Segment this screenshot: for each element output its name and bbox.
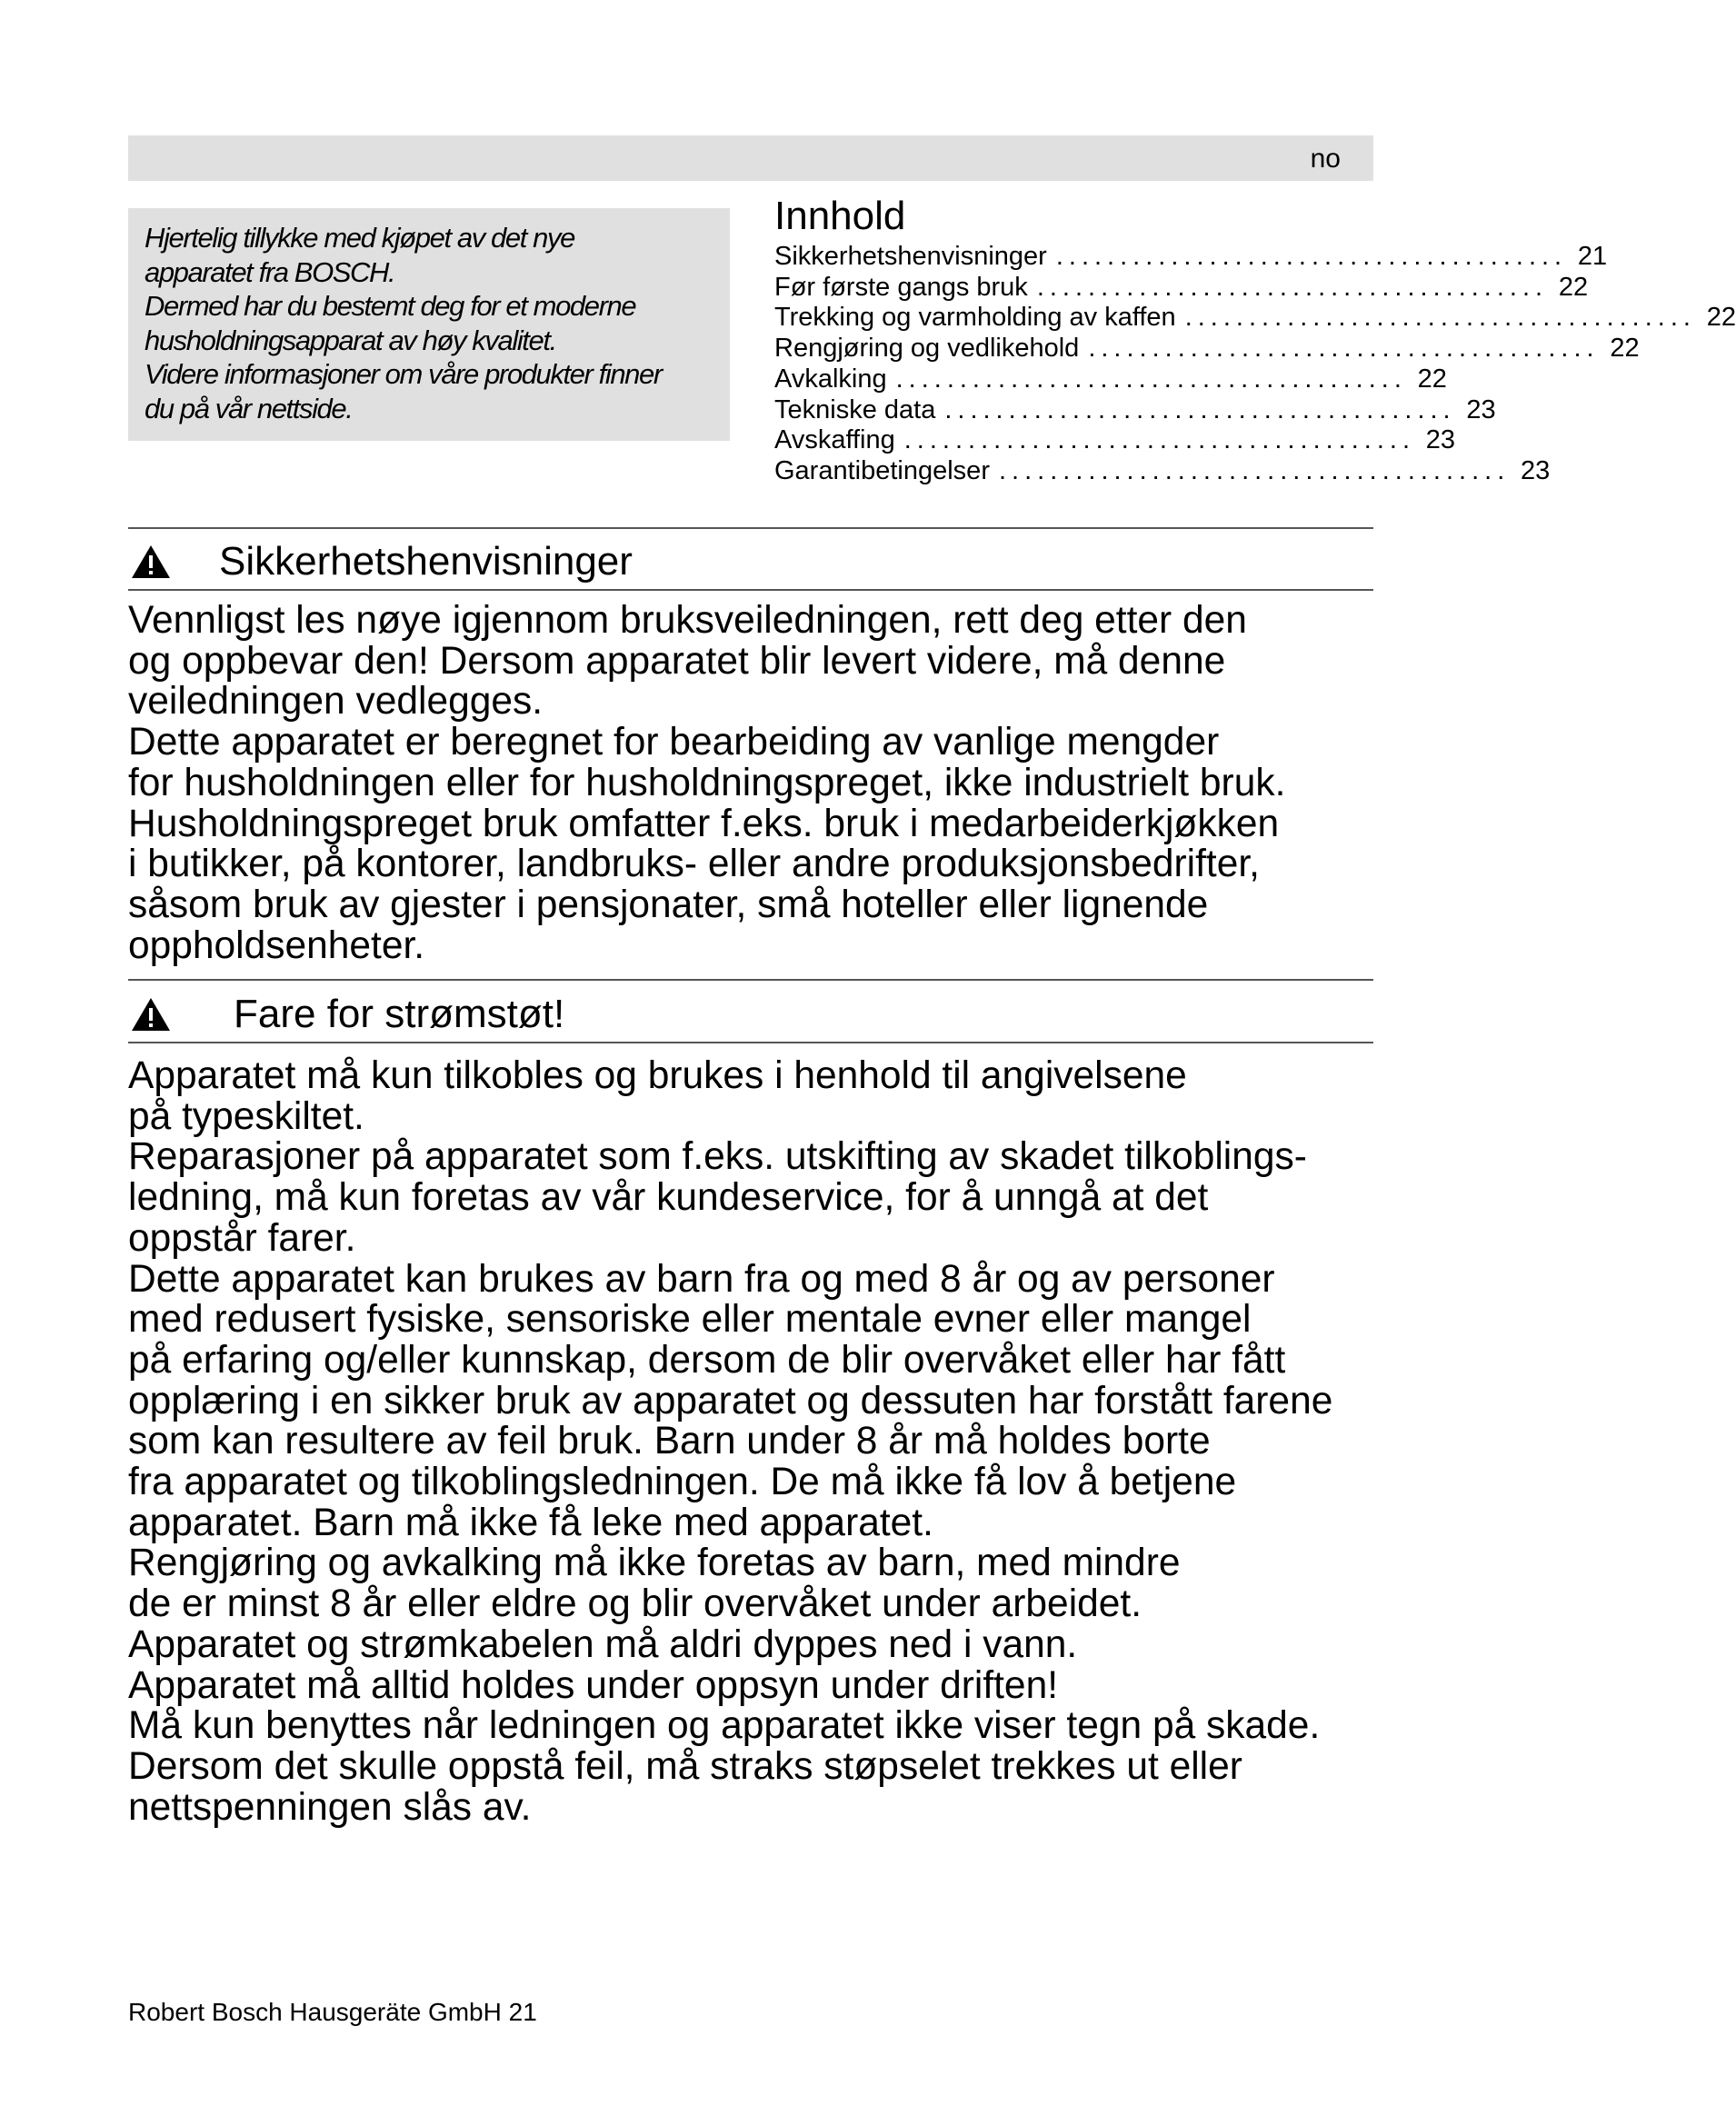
section-rule-top — [128, 979, 1373, 981]
toc-entry-page: 22 — [1417, 364, 1447, 394]
toc-entry-label: Før første gangs bruk — [774, 272, 1028, 302]
text-line: Må kun benyttes når ledningen og apparatet ikke viser tegn på skade. — [128, 1704, 1321, 1748]
toc-entry-label: Sikkerhetshenvisninger — [774, 242, 1047, 271]
intro-line: du på vår nettside. — [145, 392, 353, 424]
toc-entry[interactable] — [774, 334, 1640, 364]
text-line: såsom bruk av gjester i pensjonater, små hoteller eller lignende — [128, 883, 1209, 926]
text-line: Dersom det skulle oppstå feil, må straks støpselet trekkes ut eller — [128, 1744, 1242, 1788]
toc-entry[interactable] — [774, 364, 1447, 395]
toc-dot-leader: ........................................ — [998, 455, 1511, 485]
page-footer: Robert Bosch Hausgeräte GmbH 21 — [128, 1998, 537, 2026]
intro-line: Hjertelig tillykke med kjøpet av det nye — [145, 222, 574, 254]
text-line: Reparasjoner på apparatet som f.eks. utskifting av skadet tilkoblings- — [128, 1135, 1307, 1179]
text-line: oppholdsenheter. — [128, 923, 425, 967]
toc-entry[interactable] — [774, 394, 1496, 426]
toc-entry[interactable] — [774, 303, 1736, 334]
intro-line: apparatet fra BOSCH. — [145, 255, 395, 288]
intro-line: husholdningsapparat av høy kvalitet. — [145, 324, 556, 356]
text-line: med redusert fysiske, sensoriske eller mentale evner eller mangel — [128, 1298, 1252, 1342]
language-bar — [128, 135, 1373, 181]
text-line: fra apparatet og tilkoblingsledningen. De må ikke få lov å betjene — [128, 1461, 1237, 1504]
toc-dot-leader: ........................................ — [895, 364, 1407, 394]
text-line: og oppbevar den! Dersom apparatet blir levert videre, må denne — [128, 639, 1226, 683]
safety-heading-text: Sikkerhetshenvisninger — [219, 539, 633, 584]
text-line: Dette apparatet kan brukes av barn fra og med 8 år og av personer — [128, 1257, 1275, 1301]
toc-entry-label: Garantibetingelser — [774, 455, 990, 485]
safety-paragraph — [128, 601, 1401, 966]
toc-entry[interactable] — [774, 425, 1456, 456]
text-line: på typeskiltet. — [128, 1094, 364, 1138]
text-line: i butikker, på kontorer, landbruks- eller andre produksjonsbedrifter, — [128, 843, 1260, 886]
toc-entry-label: Rengjøring og vedlikehold — [774, 334, 1080, 364]
shock-paragraph — [128, 1056, 1401, 1828]
toc-entry-page: 22 — [1610, 334, 1640, 364]
text-line: Vennligst les nøye igjennom bruksveiledningen, rett deg etter den — [128, 599, 1247, 642]
toc-entry-page: 22 — [1558, 272, 1589, 302]
toc-entry[interactable] — [774, 455, 1551, 487]
toc-entry[interactable] — [774, 242, 1608, 273]
text-line: som kan resultere av feil bruk. Barn under 8 år må holdes borte — [128, 1420, 1211, 1463]
toc-entry-page: 23 — [1521, 455, 1551, 485]
toc-entry-label: Trekking og varmholding av kaffen — [774, 303, 1176, 333]
toc-entry-page: 21 — [1577, 242, 1608, 271]
text-line: på erfaring og/eller kunnskap, dersom de blir overvåket eller har fått — [128, 1338, 1286, 1382]
warning-triangle-icon — [130, 543, 172, 581]
text-line: Rengjøring og avkalking må ikke foretas av barn, med mindre — [128, 1542, 1181, 1585]
toc-entry-label: Tekniske data — [774, 394, 936, 424]
intro-line: Dermed har du bestemt deg for et moderne — [145, 290, 636, 322]
intro-line: Videre informasjoner om våre produkter finner — [145, 358, 662, 390]
language-code: no — [1310, 144, 1341, 174]
toc-dot-leader: ........................................ — [944, 394, 1456, 424]
text-line: oppstår farer. — [128, 1216, 356, 1260]
toc-entry-label: Avskaffing — [774, 425, 895, 455]
table-of-contents — [774, 193, 1736, 487]
warning-triangle-icon — [130, 995, 172, 1033]
text-line: de er minst 8 år eller eldre og blir overvåket under arbeidet. — [128, 1582, 1142, 1626]
section-rule-bottom — [128, 1042, 1373, 1043]
text-line: nettspenningen slås av. — [128, 1785, 532, 1829]
text-line: ledning, må kun foretas av vår kundeservice, for å unngå at det — [128, 1176, 1209, 1220]
text-line: Apparatet må alltid holdes under oppsyn under driften! — [128, 1663, 1059, 1707]
toc-entry-page: 23 — [1466, 394, 1496, 424]
toc-dot-leader: ........................................ — [1055, 242, 1568, 271]
toc-entry-page: 22 — [1706, 303, 1736, 333]
toc-entry-label: Avkalking — [774, 364, 887, 394]
shock-heading — [128, 987, 1373, 1042]
text-line: Apparatet må kun tilkobles og brukes i henhold til angivelsene — [128, 1054, 1187, 1097]
text-line: opplæring i en sikker bruk av apparatet og dessuten har forstått farene — [128, 1379, 1333, 1422]
text-line: Dette apparatet er beregnet for bearbeiding av vanlige mengder — [128, 721, 1220, 764]
toc-dot-leader: ........................................ — [1184, 303, 1696, 333]
text-line: Apparatet og strømkabelen må aldri dyppes ned i vann. — [128, 1622, 1078, 1666]
toc-dot-leader: ........................................ — [1088, 334, 1600, 364]
text-line: veiledningen vedlegges. — [128, 680, 544, 724]
toc-title: Innhold — [774, 194, 906, 238]
shock-heading-text: Fare for strømstøt! — [234, 992, 565, 1036]
toc-entry[interactable] — [774, 272, 1589, 304]
toc-entry-page: 23 — [1425, 425, 1456, 455]
toc-dot-leader: ........................................ — [1036, 272, 1549, 302]
text-line: Husholdningspreget bruk omfatter f.eks. bruk i medarbeiderkjøkken — [128, 802, 1280, 845]
text-line: apparatet. Barn må ikke få leke med apparatet. — [128, 1501, 933, 1544]
text-line: for husholdningen eller for husholdningspreget, ikke industrielt bruk. — [128, 761, 1286, 804]
safety-heading — [128, 534, 1373, 589]
section-rule-top — [128, 527, 1373, 529]
toc-dot-leader: ........................................ — [903, 425, 1416, 455]
intro-box — [128, 208, 730, 441]
section-rule-bottom — [128, 589, 1373, 591]
